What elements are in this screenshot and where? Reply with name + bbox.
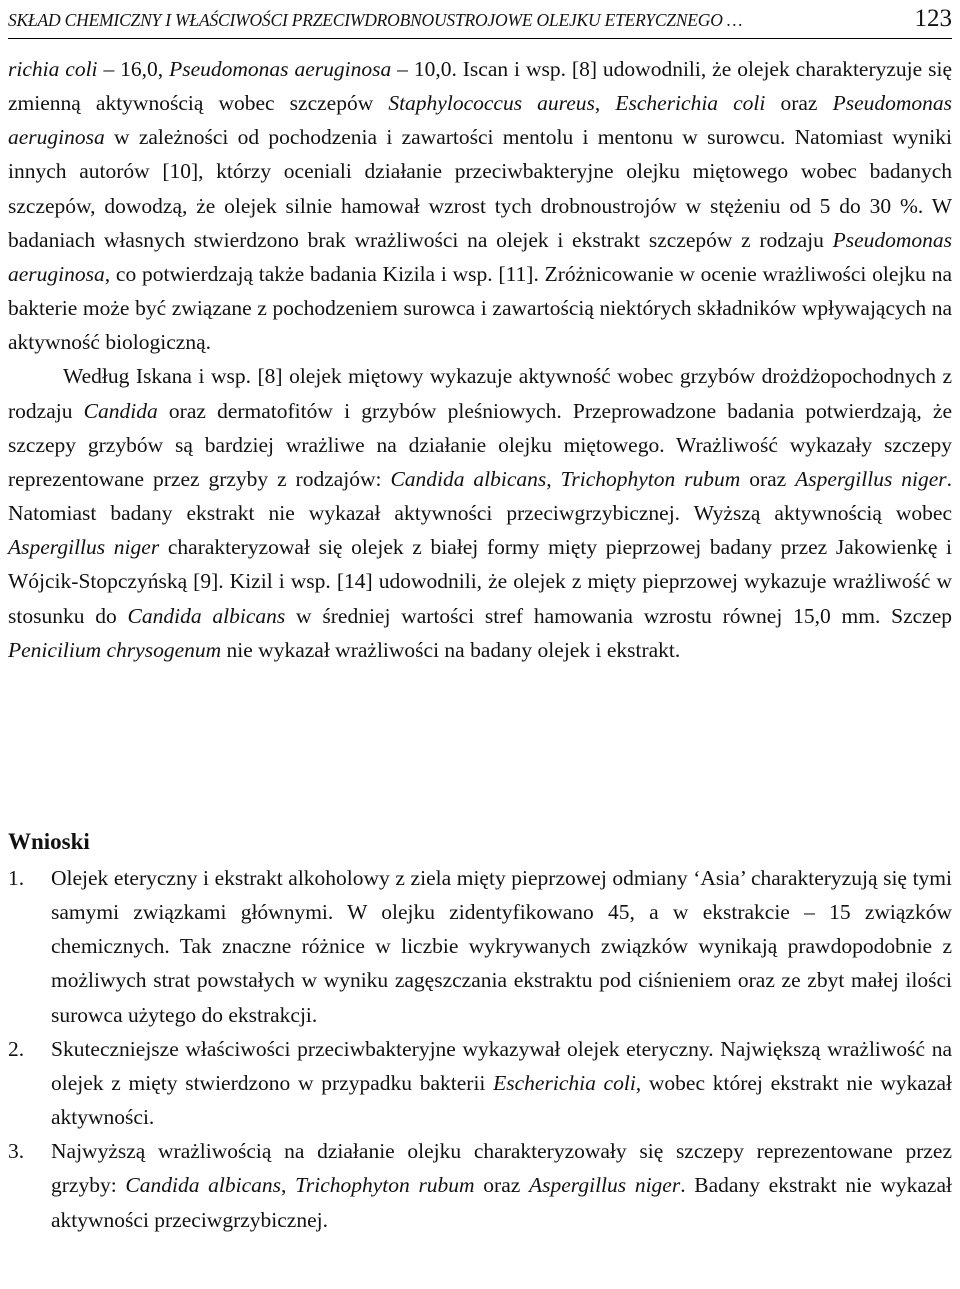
species-name: Candida albicans <box>125 1173 281 1198</box>
species-name: Trichophyton rubum <box>560 466 741 491</box>
page-header <box>8 4 952 39</box>
text-run: , <box>281 1173 296 1198</box>
species-name: Escherichia coli <box>615 91 766 116</box>
list-number: 2. <box>8 1036 25 1061</box>
species-name: Pseudomonas aeruginosa <box>169 57 392 81</box>
text-run: , <box>546 466 561 491</box>
conclusion-item <box>8 1032 952 1134</box>
text-run: nie wykazał wrażliwości na badany olejek i ekstrakt. <box>221 637 681 662</box>
text-run: oraz <box>765 91 833 116</box>
text-run: – 10,0. Iscan i wsp. [8] udowodnili, że olejek charakteryzuje się zmienną aktywnością wobec szczepów <box>8 57 952 116</box>
species-name: Aspergillus niger <box>795 466 947 491</box>
text-run: . Badany ekstrakt nie wykazał aktywności przeciwgrzybicznej. <box>51 1173 952 1232</box>
text-run: Skuteczniejsze właściwości przeciwbakteryjne wykazywał olejek eteryczny. Największą wrażliwość na olejek z mięty stwierdzono w przypadku bakterii <box>51 1036 952 1095</box>
text-run: w zależności od pochodzenia i zawartości mentolu i mentonu w surowcu. Natomiast wyniki innych autorów [10], którzy oceniali działanie przeciwbakteryjne olejku miętowego wobec badanych szczepów, dowodzą, że olejek silnie hamował wzrost tych drobnoustrojów w stężeniu od 5 do 30 %. W badaniach własnych stwierdzono brak wrażliwości na olejek i ekstrakt szczepów z rodzaju <box>8 125 952 252</box>
text-run: wobec której ekstrakt nie wykazał aktywności. <box>51 1070 953 1130</box>
species-name: Pseudomonas aeruginosa <box>8 91 953 150</box>
text-run: charakteryzował się olejek z białej formy mięty pieprzowej badany przez Jakowienkę i Wójcik-Stopczyńską [9]. Kizil i wsp. [14] udowodnili, że olejek z mięty pieprzowej wykazuje wrażliwość w stosunku do <box>8 535 952 628</box>
species-name: Staphylococcus aureus <box>388 91 595 116</box>
section-title-conclusions: Wnioski <box>8 829 90 854</box>
species-name: Pseudomonas aeruginosa <box>8 227 952 286</box>
text-run: oraz <box>474 1173 529 1198</box>
paragraph-antifungal <box>8 359 952 666</box>
text-run: oraz <box>740 466 796 491</box>
species-name: Candida <box>83 398 158 423</box>
text-run: . Natomiast badany ekstrakt nie wykazał aktywności przeciwgrzybicznej. Wyższą aktywnością wobec <box>8 466 952 526</box>
paragraph-antibacterial <box>8 52 952 359</box>
text-run: Olejek eteryczny i ekstrakt alkoholowy z ziela mięty pieprzowej odmiany ‘Asia’ charakteryzują się tymi samymi związkami głównymi. W olejku zidentyfikowano 45, a w ekstrakcie – 15 związków chemicznych. Tak znaczne różnice w liczbie wykrywanych związków wynikają prawdopodobnie z możliwych strat powstałych w wyniku zagęszczania ekstraktu pod ciśnieniem oraz ze zbyt małej ilości surowca użytego do ekstrakcji. <box>51 866 952 1027</box>
text-run: w średniej wartości stref hamowania wzrostu równej 15,0 mm. Szczep <box>285 603 952 628</box>
text-run: Najwyższą wrażliwością na działanie olejku charakteryzowały się szczepy reprezentowane przez grzyby: <box>51 1139 952 1198</box>
list-number: 1. <box>8 866 25 890</box>
species-name: richia coli <box>8 57 98 81</box>
list-number: 3. <box>8 1139 25 1164</box>
conclusion-item <box>8 1134 952 1236</box>
text-run: Według Iskana i wsp. [8] olejek miętowy wykazuje aktywność wobec grzybów drożdżopochodnych z rodzaju <box>8 364 952 423</box>
page-number: 123 <box>914 5 952 32</box>
text-run: , <box>594 91 616 116</box>
running-head: SKŁAD CHEMICZNY I WŁAŚCIWOŚCI PRZECIWDROBNOUSTROJOWE OLEJKU ETERYCZNEGO … <box>8 10 743 30</box>
conclusion-item <box>8 861 952 1032</box>
text-run: , co potwierdzają także badania Kizila i wsp. [11]. Zróżnicowanie w ocenie wrażliwości olejku na bakterie może być związane z pochodzeniem surowca i zawartością niektórych składników wpływających na aktywność biologiczną. <box>8 261 952 355</box>
conclusions-list <box>8 861 952 1237</box>
body-text <box>8 52 952 667</box>
text-run: oraz dermatofitów i grzybów pleśniowych. Przeprowadzone badania potwierdzają, że szczepy grzybów są bardziej wrażliwe na działanie olejku miętowego. Wrażliwość wykazały szczepy reprezentowane przez grzyby z rodzajów: <box>8 398 953 491</box>
species-name: Penicilium chrysogenum <box>8 637 222 662</box>
text-run: – 16,0, <box>97 57 170 81</box>
species-name: Candida albicans <box>390 466 547 491</box>
species-name: Aspergillus niger <box>8 535 160 560</box>
species-name: Candida albicans <box>127 603 286 628</box>
species-name: Trichophyton rubum <box>295 1173 475 1198</box>
species-name: Escherichia coli, <box>493 1070 642 1095</box>
species-name: Aspergillus niger <box>528 1173 681 1198</box>
